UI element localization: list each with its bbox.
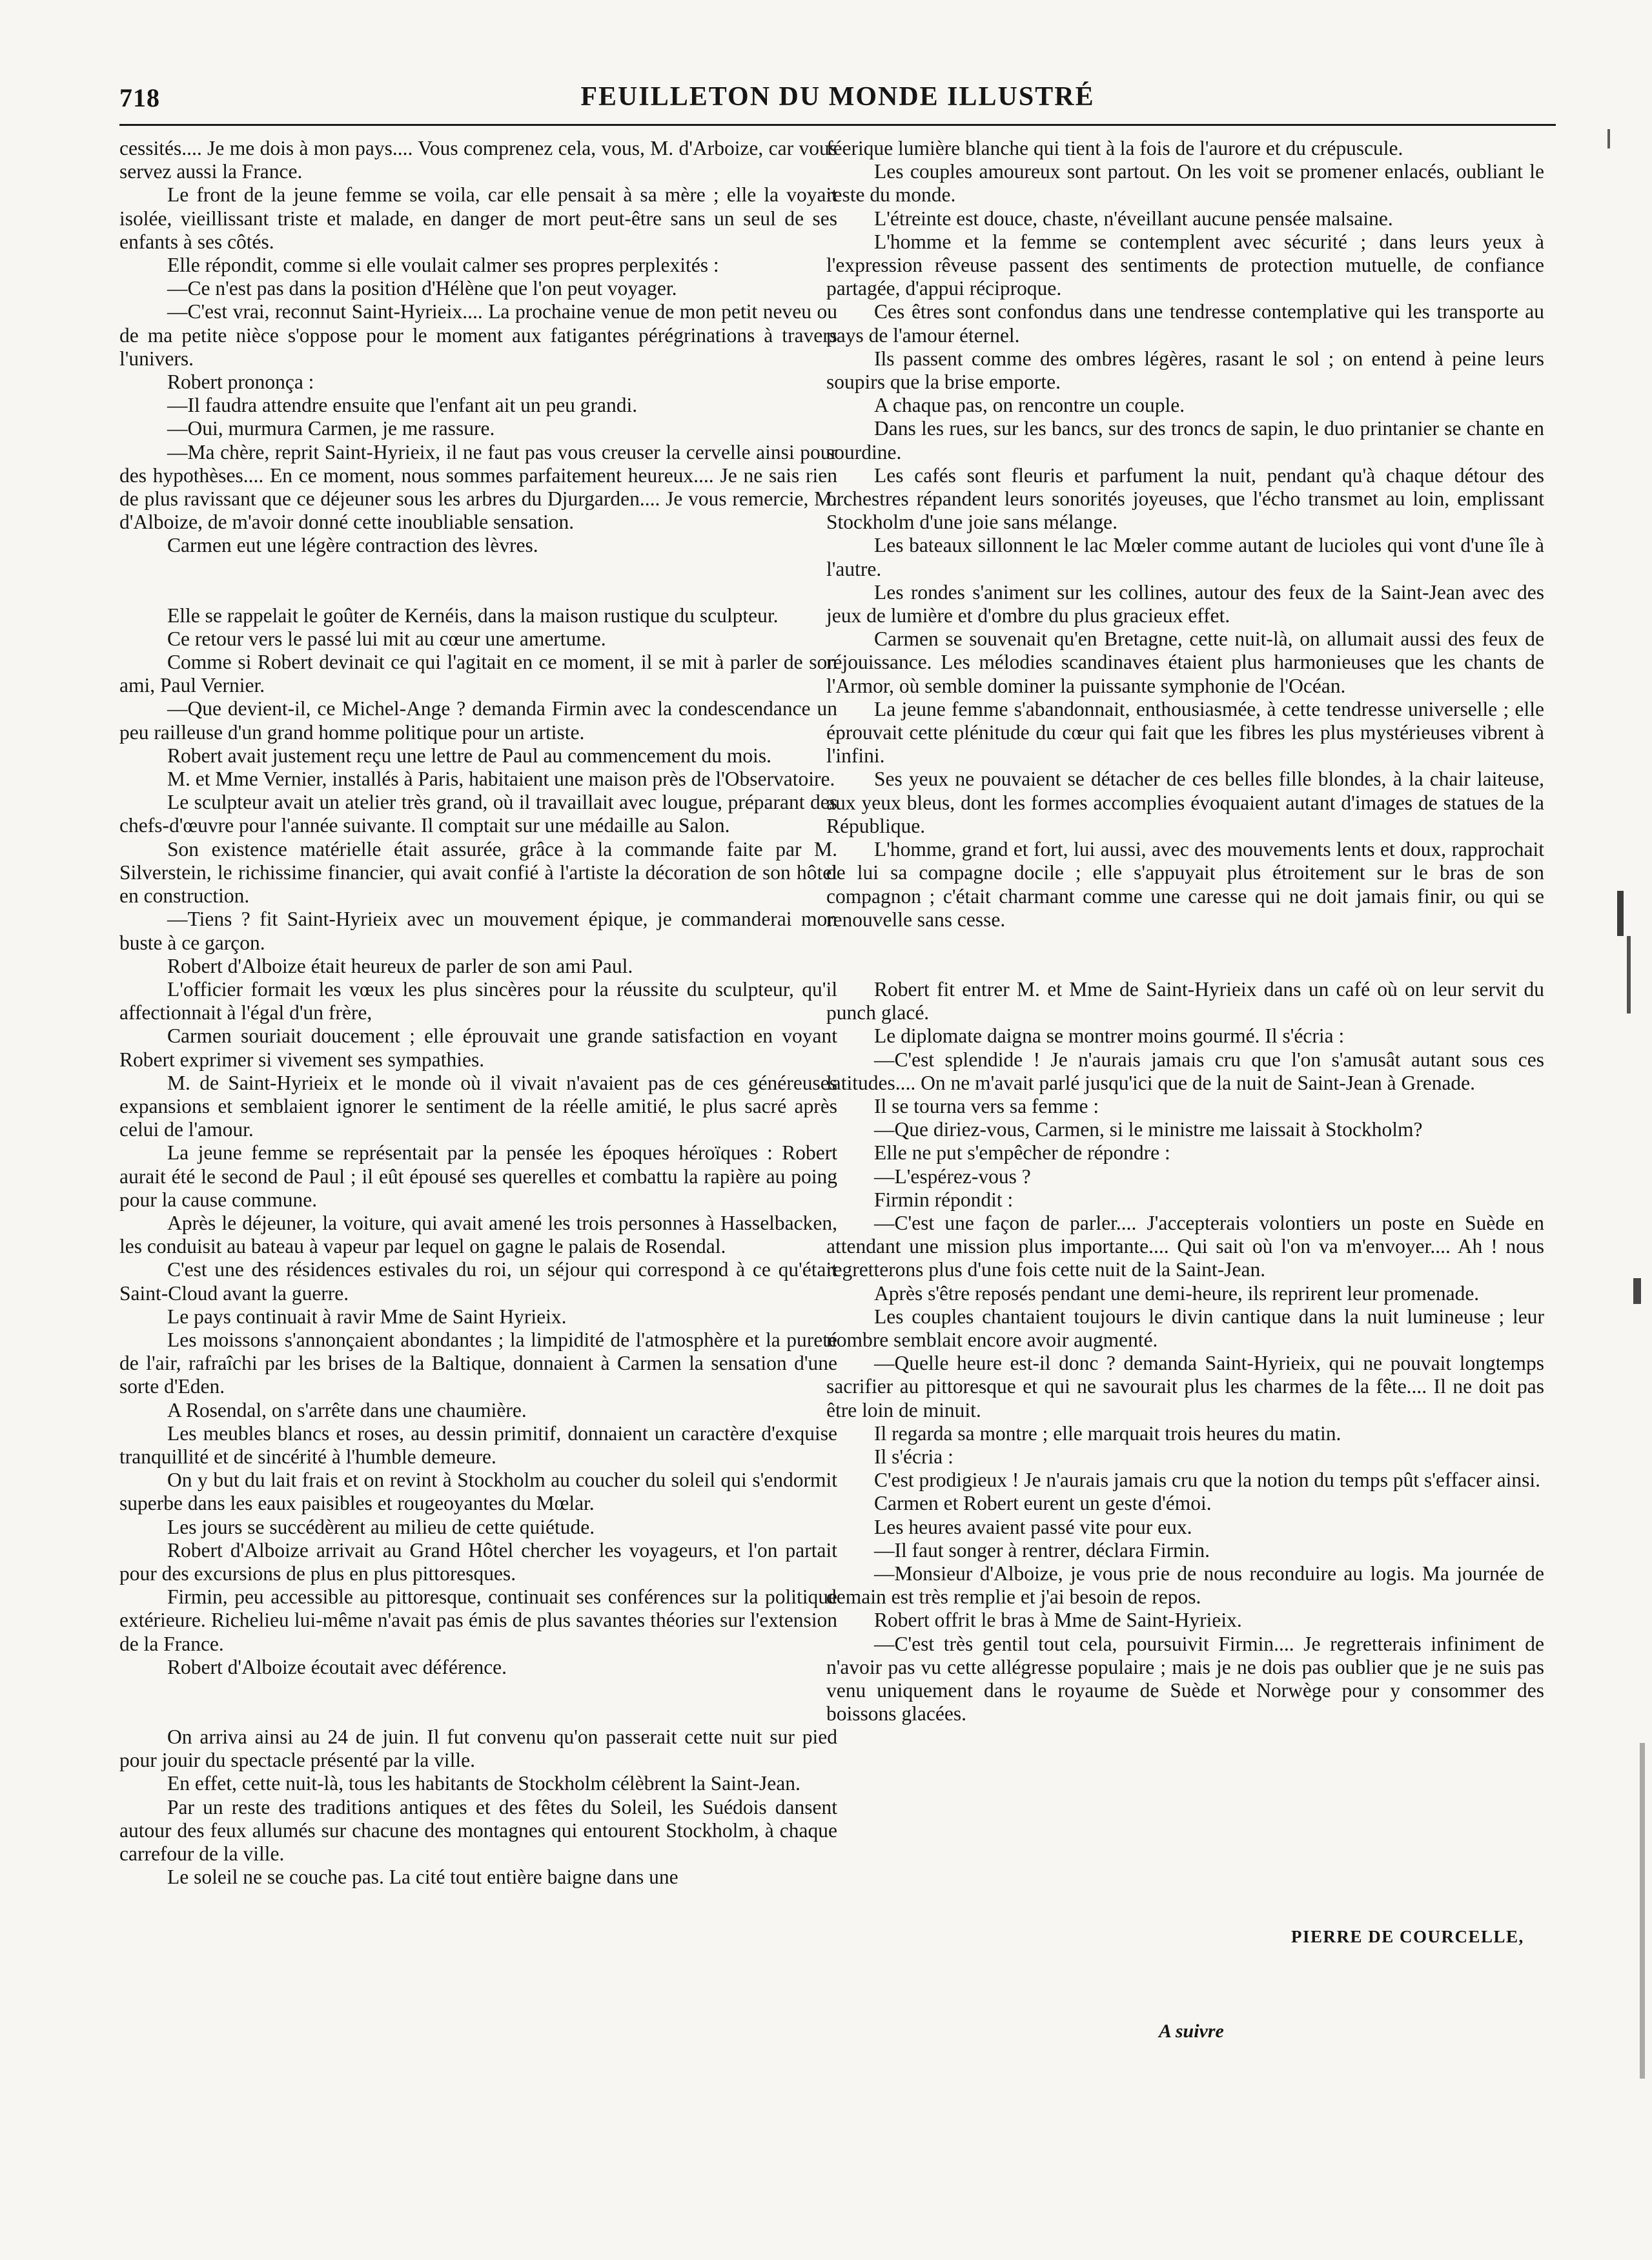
paragraph: A Rosendal, on s'arrête dans une chaumière. — [167, 1398, 527, 1421]
paragraph: Robert fit entrer M. et Mme de Saint-Hyrieix dans un café où on leur servit du punch glacé. — [826, 977, 1544, 1024]
paragraph: C'est prodigieux ! Je n'aurais jamais cru que la notion du temps pût s'effacer ainsi. — [874, 1469, 1541, 1492]
scan-mark — [1617, 891, 1624, 936]
paragraph: Les bateaux sillonnent le lac Mœler comme autant de lucioles qui vont d'une île à l'autre. — [826, 534, 1544, 580]
paragraph: Elle répondit, comme si elle voulait calmer ses propres perplexités : — [167, 254, 719, 277]
page-header — [119, 77, 1556, 120]
paragraph: —Que diriez-vous, Carmen, si le ministre me laissait à Stockholm? — [874, 1118, 1423, 1141]
right-column — [826, 137, 1544, 1726]
paragraph: Dans les rues, sur les bancs, sur des troncs de sapin, le duo printanier se chante en sourdine. — [826, 417, 1544, 463]
paragraph: Robert avait justement reçu une lettre de Paul au commencement du mois. — [167, 744, 771, 767]
paragraph: —Monsieur d'Alboize, je vous prie de nous reconduire au logis. Ma journée de demain est très remplie et j'ai besoin de repos. — [826, 1562, 1544, 1609]
to-be-continued: A suivre — [1159, 2021, 1224, 2042]
paragraph: —Oui, murmura Carmen, je me rassure. — [167, 417, 495, 440]
paragraph: On arriva ainsi au 24 de juin. Il fut convenu qu'on passerait cette nuit sur pied pour jouir du spectacle présenté par la ville. — [119, 1726, 837, 1772]
paragraph: Carmen eut une légère contraction des lèvres. — [167, 534, 538, 557]
paragraph: —Que devient-il, ce Michel-Ange ? demanda Firmin avec la condescendance un peu railleuse d'un grand homme politique pour un artiste. — [119, 697, 837, 744]
paragraph: On y but du lait frais et on revint à Stockholm au coucher du soleil qui s'endormit superbe dans les eaux paisibles et rougeoyantes du Mœlar. — [119, 1469, 837, 1515]
paragraph: Ce retour vers le passé lui mit au cœur une amertume. — [167, 627, 606, 650]
paragraph: L'homme et la femme se contemplent avec sécurité ; dans leurs yeux à l'expression rêveuse passent des sentiments de protection mutuelle, de confiance partagée, d'appui réciproque. — [826, 230, 1544, 300]
paragraph: Carmen souriait doucement ; elle éprouvait une grande satisfaction en voyant Robert exprimer si vivement ses sympathies. — [119, 1024, 837, 1071]
paragraph: Les jours se succédèrent au milieu de cette quiétude. — [167, 1515, 595, 1538]
paragraph: Robert d'Alboize arrivait au Grand Hôtel chercher les voyageurs, et l'on partait pour des excursions de plus en plus pittoresques. — [119, 1538, 837, 1585]
paragraph: —Ma chère, reprit Saint-Hyrieix, il ne faut pas vous creuser la cervelle ainsi pour des hypothèses.... En ce moment, nous sommes parfaitement heureux.... Je ne sais rien de plus ravissant que ce déjeuner sous les arbres du Djurgarden.... Je vous remercie, M. d'Alboize, de m'avoir donné cette inoubliable sensation. — [119, 440, 837, 534]
paragraph: Robert d'Alboize écoutait avec déférence. — [167, 1655, 507, 1678]
paragraph: —L'espérez-vous ? — [874, 1165, 1031, 1188]
paragraph: Elle ne put s'empêcher de répondre : — [874, 1141, 1170, 1165]
paragraph: Il regarda sa montre ; elle marquait trois heures du matin. — [874, 1421, 1341, 1445]
paragraph: Firmin répondit : — [874, 1188, 1014, 1211]
paragraph: —Ce n'est pas dans la position d'Hélène que l'on peut voyager. — [167, 277, 677, 300]
paragraph: Les rondes s'animent sur les collines, autour des feux de la Saint-Jean avec des jeux de lumière et d'ombre du plus gracieux effet. — [826, 580, 1544, 627]
paragraph: La jeune femme se représentait par la pensée les époques héroïques : Robert aurait été le second de Paul ; il eût épousé ses querelles et combattu la rapière au poing pour la cause commune. — [119, 1141, 837, 1211]
author-signature: PIERRE DE COURCELLE, — [1291, 1927, 1524, 1946]
paragraph: En effet, cette nuit-là, tous les habitants de Stockholm célèbrent la Saint-Jean. — [167, 1772, 801, 1795]
section-break — [119, 558, 837, 604]
paragraph: Robert prononça : — [167, 371, 314, 394]
paragraph: La jeune femme s'abandonnait, enthousiasmée, à cette tendresse universelle ; elle éprouvait cette plénitude du cœur qui fait que les fibres les plus mystérieuses vibrent à l'infini. — [826, 697, 1544, 768]
paragraph: Le sculpteur avait un atelier très grand, où il travaillait avec lougue, préparant des chefs-d'œuvre pour l'année suivante. Il comptait sur une médaille au Salon. — [119, 791, 837, 837]
paragraph: Comme si Robert devinait ce qui l'agitait en ce moment, il se mit à parler de son ami, Paul Vernier. — [119, 651, 837, 697]
paragraph: M. de Saint-Hyrieix et le monde où il vivait n'avaient pas de ces généreuses expansions et semblaient ignorer le sentiment de la réelle amitié, le plus sacré après celui de l'amour. — [119, 1071, 837, 1141]
header-rule — [119, 124, 1556, 126]
paragraph: A chaque pas, on rencontre un couple. — [874, 394, 1185, 417]
paragraph: Le diplomate daigna se montrer moins gourmé. Il s'écria : — [874, 1024, 1345, 1048]
paragraph: Carmen se souvenait qu'en Bretagne, cette nuit-là, on allumait aussi des feux de réjouissance. Les mélodies scandinaves étaient plus harmonieuses que les chants de l'Armor, où semble dominer la puissante symphonie de l'Océan. — [826, 627, 1544, 697]
paragraph: —C'est splendide ! Je n'aurais jamais cru que l'on s'amusât autant sous ces latitudes.... On ne m'avait parlé jusqu'ici que de la nuit de Saint-Jean à Grenade. — [826, 1048, 1544, 1094]
paragraph: Le soleil ne se couche pas. La cité tout entière baigne dans une — [167, 1866, 678, 1889]
paragraph: Les moissons s'annonçaient abondantes ; la limpidité de l'atmosphère et la pureté de l'air, rafraîchi par les brises de la Baltique, donnaient à Carmen la sensation d'une sorte d'Eden. — [119, 1328, 837, 1398]
paragraph: L'étreinte est douce, chaste, n'éveillant aucune pensée malsaine. — [874, 207, 1393, 230]
paragraph: Par un reste des traditions antiques et des fêtes du Soleil, les Suédois dansent autour des feux allumés sur chacune des montagnes qui entourent Stockholm, à chaque carrefour de la ville. — [119, 1795, 837, 1866]
scan-mark — [1640, 1743, 1645, 2079]
paragraph: Ses yeux ne pouvaient se détacher de ces belles fille blondes, à la chair laiteuse, aux yeux bleus, dont les formes accomplies évoquaient autant d'images de statues de la République. — [826, 768, 1544, 837]
paragraph: Robert offrit le bras à Mme de Saint-Hyrieix. — [874, 1609, 1242, 1632]
paragraph: M. et Mme Vernier, installés à Paris, habitaient une maison près de l'Observatoire. — [167, 768, 835, 791]
paragraph: Elle se rappelait le goûter de Kernéis, dans la maison rustique du sculpteur. — [167, 604, 779, 627]
paragraph: Après le déjeuner, la voiture, qui avait amené les trois personnes à Hasselbacken, les conduisit au bateau à vapeur par lequel on gagne le palais de Rosendal. — [119, 1211, 837, 1258]
paragraph: Ces êtres sont confondus dans une tendresse contemplative qui les transporte au pays de l'amour éternel. — [826, 300, 1544, 347]
running-title: FEUILLETON DU MONDE ILLUSTRÉ — [580, 82, 1095, 112]
paragraph: L'homme, grand et fort, lui aussi, avec des mouvements lents et doux, rapprochait de lui sa compagne docile ; elle s'appuyait plus étroitement sur le bras de son compagnon ; c'était charmant comme une caresse qui ne doit jamais finir, ou qui se renouvelle sans cesse. — [826, 838, 1544, 931]
paragraph: —Il faudra attendre ensuite que l'enfant ait un peu grandi. — [167, 394, 638, 417]
scan-mark — [1627, 936, 1631, 1013]
paragraph: —Quelle heure est-il donc ? demanda Saint-Hyrieix, qui ne pouvait longtemps sacrifier au pittoresque et qui ne savourait plus les charmes de la fête.... Il ne doit pas être loin de minuit. — [826, 1352, 1544, 1421]
paragraph: Les couples amoureux sont partout. On les voit se promener enlacés, oubliant le reste du monde. — [826, 160, 1544, 207]
paragraph: —C'est une façon de parler.... J'accepterais volontiers un poste en Suède en attendant une mission plus importante.... Qui sait où l'on va m'envoyer.... Ah ! nous regretterons plus d'une fois cette nuit de la Saint-Jean. — [826, 1211, 1544, 1281]
paragraph: Ils passent comme des ombres légères, rasant le sol ; on entend à peine leurs soupirs que la brise emporte. — [826, 347, 1544, 394]
paragraph: Le pays continuait à ravir Mme de Saint Hyrieix. — [167, 1305, 567, 1328]
paragraph: Les meubles blancs et roses, au dessin primitif, donnaient un caractère d'exquise tranquillité et de sincérité à l'humble demeure. — [119, 1421, 837, 1468]
paragraph: L'officier formait les vœux les plus sincères pour la réussite du sculpteur, qu'il affectionnait à l'égal d'un frère, — [119, 977, 837, 1024]
paragraph: Il s'écria : — [874, 1445, 953, 1468]
section-break — [119, 1679, 837, 1726]
paragraph: Son existence matérielle était assurée, grâce à la commande faite par M. Silverstein, le richissime financier, qui avait confié à l'artiste la décoration de son hôtel en construction. — [119, 837, 837, 908]
scan-mark — [1633, 1278, 1641, 1304]
paragraph: Les cafés sont fleuris et parfument la nuit, pendant qu'à chaque détour des orchestres répandent leurs sonorités joyeuses, que l'écho transmet au loin, emplissant Stockholm d'une joie sans mélange. — [826, 463, 1544, 534]
paragraph: féerique lumière blanche qui tient à la fois de l'aurore et du crépuscule. — [826, 137, 1403, 159]
paragraph: —C'est très gentil tout cela, poursuivit Firmin.... Je regretterais infiniment de n'avoir pas vu cette allégresse populaire ; mais je ne dois pas oublier que je ne suis pas venu uniquement dans le royaume de Suède et Norwège pour y consommer des boissons glacées. — [826, 1632, 1544, 1726]
paragraph: —Tiens ? fit Saint-Hyrieix avec un mouvement épique, je commanderai mon buste à ce garçon. — [119, 908, 837, 954]
paragraph: Robert d'Alboize était heureux de parler de son ami Paul. — [167, 954, 633, 977]
paragraph: Le front de la jeune femme se voila, car elle pensait à sa mère ; elle la voyait isolée, vieillissant triste et malade, en danger de mort peut-être sans un seul de ses enfants à ses côtés. — [119, 183, 837, 253]
paragraph: Carmen et Robert eurent un geste d'émoi. — [874, 1492, 1212, 1515]
paragraph: Les couples chantaient toujours le divin cantique dans la nuit lumineuse ; leur nombre semblait encore avoir augmenté. — [826, 1305, 1544, 1351]
paragraph: cessités.... Je me dois à mon pays.... Vous comprenez cela, vous, M. d'Arboize, car vous servez aussi la France. — [119, 137, 837, 183]
page-number: 718 — [119, 83, 160, 112]
paragraph: Après s'être reposés pendant une demi-heure, ils reprirent leur promenade. — [874, 1281, 1480, 1305]
paragraph: Les heures avaient passé vite pour eux. — [874, 1515, 1192, 1538]
paragraph: —C'est vrai, reconnut Saint-Hyrieix.... La prochaine venue de mon petit neveu ou de ma petite nièce s'oppose pour le moment aux fatigantes pérégrinations à travers l'univers. — [119, 300, 837, 370]
paragraph: Firmin, peu accessible au pittoresque, continuait ses conférences sur la politique extérieure. Richelieu lui-même n'avait pas émis de plus savantes théories sur l'extension de la France. — [119, 1585, 837, 1655]
left-column — [119, 137, 837, 1889]
paragraph: —Il faut songer à rentrer, déclara Firmin. — [874, 1538, 1210, 1562]
scan-mark — [1607, 129, 1610, 148]
paragraph: Il se tourna vers sa femme : — [874, 1094, 1099, 1117]
section-break — [826, 931, 1544, 978]
paragraph: C'est une des résidences estivales du roi, un séjour qui correspond à ce qu'était Saint-Cloud avant la guerre. — [119, 1258, 837, 1305]
